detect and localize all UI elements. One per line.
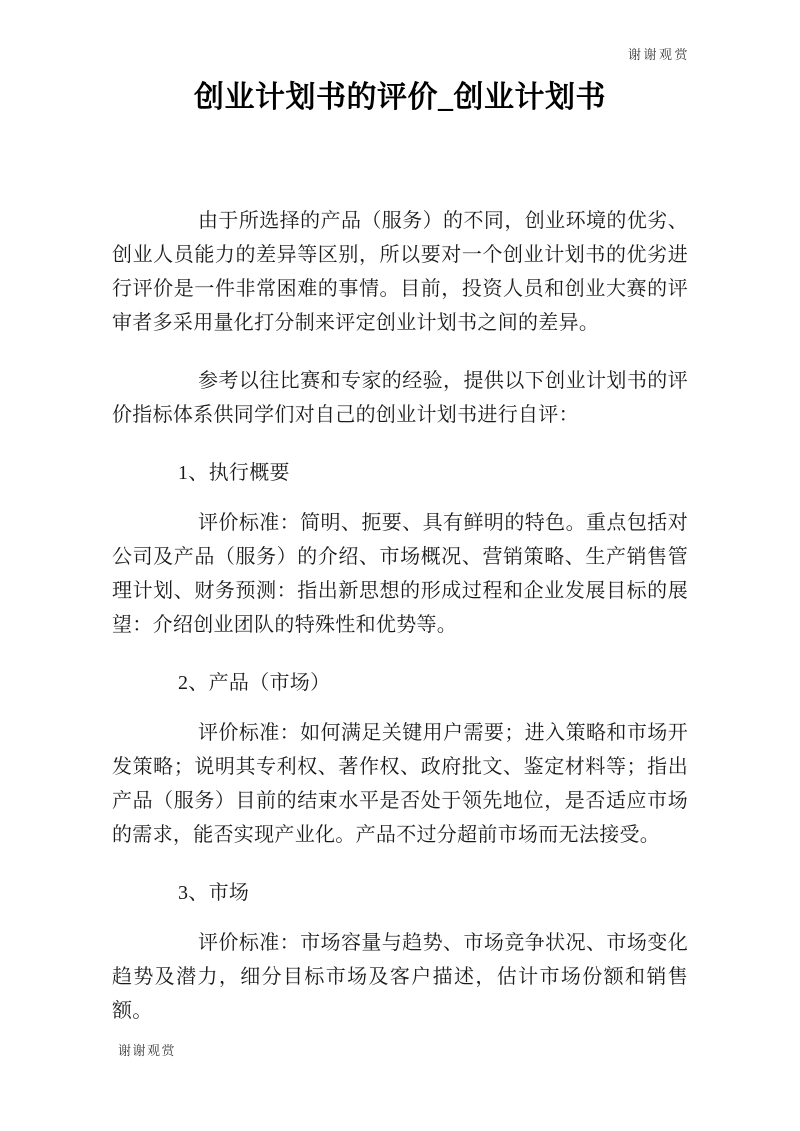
section-heading: 3、市场: [178, 882, 250, 904]
section-heading: 2、产品（市场）: [178, 672, 331, 694]
watermark-bottom: 谢谢观赏: [118, 1043, 177, 1058]
paragraph: 评价标准：简明、扼要、具有鲜明的特色。重点包括对公司及产品（服务）的介绍、市场概况、营销策略、生产销售管理计划、财务预测：指出新思想的形成过程和企业发展目标的展望：介绍创业团队的特殊性和优势等。: [112, 512, 688, 636]
paragraph: 评价标准：如何满足关键用户需要；进入策略和市场开发策略；说明其专利权、著作权、政府批文、鉴定材料等；指出产品（服务）目前的结束水平是否处于领先地位，是否适应市场的需求，能否实现产业化。产品不过分超前市场而无法接受。: [112, 722, 688, 846]
section-heading: 1、执行概要: [178, 462, 290, 484]
page-title: 创业计划书的评价_创业计划书: [194, 81, 606, 114]
document-body: [112, 204, 688, 1052]
paragraph: 参考以往比赛和专家的经验，提供以下创业计划书的评价指标体系供同学们对自己的创业计划书进行自评：: [112, 370, 688, 426]
paragraph: 由于所选择的产品（服务）的不同，创业环境的优劣、创业人员能力的差异等区别，所以要对一个创业计划书的优劣进行评价是一件非常困难的事情。目前，投资人员和创业大赛的评审者多采用量化打分制来评定创业计划书之间的差异。: [112, 210, 688, 334]
watermark-top: 谢谢观赏: [628, 47, 691, 62]
paragraph: 评价标准：市场容量与趋势、市场竞争状况、市场变化趋势及潜力，细分目标市场及客户描述，估计市场份额和销售额。: [112, 932, 688, 1022]
